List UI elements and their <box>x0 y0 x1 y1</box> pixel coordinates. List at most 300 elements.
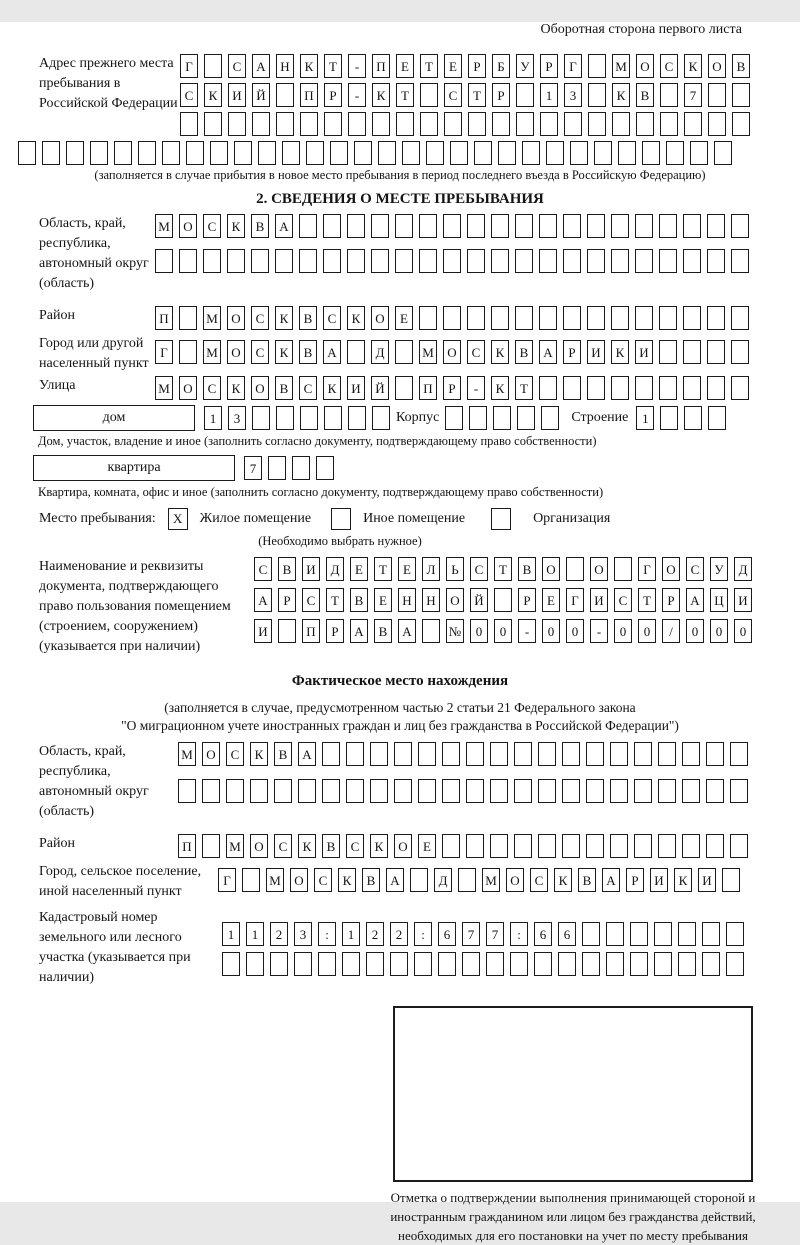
char-cell <box>322 779 340 803</box>
char-cell <box>443 306 461 330</box>
char-cell <box>371 249 389 273</box>
char-cell: 0 <box>470 619 488 643</box>
char-cell <box>462 952 480 976</box>
char-cell <box>658 834 676 858</box>
char-cell <box>138 141 156 165</box>
stay-option-other-checkbox <box>331 508 351 530</box>
char-cell <box>682 742 700 766</box>
char-cell <box>636 112 654 136</box>
stay-option-organization-checkbox <box>491 508 511 530</box>
char-cell: О <box>662 557 680 581</box>
char-cell: В <box>275 376 293 400</box>
char-cell: О <box>394 834 412 858</box>
char-cell: Т <box>324 54 342 78</box>
char-cell: Р <box>662 588 680 612</box>
char-cell <box>678 922 696 946</box>
char-cell <box>390 952 408 976</box>
district-label: Район <box>39 308 75 323</box>
char-cell: И <box>590 588 608 612</box>
char-cell <box>654 922 672 946</box>
char-cell <box>498 141 516 165</box>
actual-region-label: Область, край, республика, автономный округ (область) <box>39 744 149 819</box>
char-cell: О <box>227 340 245 364</box>
char-cell <box>347 340 365 364</box>
char-cell <box>546 141 564 165</box>
actual-location-note-2: "О миграционном учете иностранных граждан и лиц без гражданства в Российской Федерации") <box>121 718 679 733</box>
char-cell: П <box>419 376 437 400</box>
char-cell: В <box>636 83 654 107</box>
char-cell <box>222 952 240 976</box>
char-cell <box>562 742 580 766</box>
char-cell: Р <box>278 588 296 612</box>
char-cell <box>630 922 648 946</box>
char-cell <box>539 214 557 238</box>
char-cell <box>635 249 653 273</box>
char-cell <box>558 952 576 976</box>
char-cell <box>514 834 532 858</box>
stay-option-residential-label: Жилое помещение <box>199 511 312 526</box>
cadastre-row-1 <box>222 922 750 946</box>
char-cell <box>683 249 701 273</box>
char-cell <box>443 214 461 238</box>
char-cell: 1 <box>636 406 654 430</box>
char-cell: О <box>227 306 245 330</box>
char-cell <box>371 214 389 238</box>
char-cell <box>179 249 197 273</box>
char-cell <box>707 306 725 330</box>
char-cell <box>298 779 316 803</box>
char-cell <box>587 376 605 400</box>
region-label: Область, край, республика, автономный округ (область) <box>39 216 149 291</box>
char-cell <box>658 779 676 803</box>
char-cell: К <box>684 54 702 78</box>
char-cell: С <box>251 340 269 364</box>
char-cell <box>635 214 653 238</box>
char-cell <box>730 834 748 858</box>
korpus-label: Корпус <box>396 410 440 425</box>
char-cell <box>402 141 420 165</box>
char-cell <box>251 249 269 273</box>
char-cell <box>442 834 460 858</box>
char-cell: - <box>348 83 366 107</box>
char-cell <box>420 83 438 107</box>
char-cell <box>162 141 180 165</box>
char-cell: М <box>612 54 630 78</box>
char-cell <box>541 406 559 430</box>
char-cell <box>708 112 726 136</box>
char-cell: Л <box>422 557 440 581</box>
char-cell <box>666 141 684 165</box>
char-cell <box>659 340 677 364</box>
char-cell: : <box>318 922 336 946</box>
char-cell <box>227 249 245 273</box>
char-cell <box>467 306 485 330</box>
char-cell <box>90 141 108 165</box>
char-cell: О <box>202 742 220 766</box>
char-cell <box>683 214 701 238</box>
char-cell: 6 <box>558 922 576 946</box>
char-cell: Е <box>395 306 413 330</box>
char-cell: К <box>204 83 222 107</box>
stroenie-cells <box>636 406 732 430</box>
char-cell <box>323 214 341 238</box>
char-cell <box>466 779 484 803</box>
char-cell: О <box>636 54 654 78</box>
page-side-note: Оборотная сторона первого листа <box>540 22 742 37</box>
char-cell <box>658 742 676 766</box>
char-cell <box>442 742 460 766</box>
char-cell: А <box>254 588 272 612</box>
char-cell <box>570 141 588 165</box>
char-cell: М <box>155 214 173 238</box>
char-cell <box>538 779 556 803</box>
char-cell <box>346 742 364 766</box>
document-row-3 <box>254 619 758 643</box>
stay-place-label: Место пребывания: <box>39 511 156 526</box>
char-cell: О <box>290 868 308 892</box>
char-cell: Ь <box>446 557 464 581</box>
char-cell <box>706 742 724 766</box>
char-cell: Р <box>626 868 644 892</box>
section2-street-block <box>18 376 800 400</box>
char-cell <box>538 834 556 858</box>
char-cell: С <box>314 868 332 892</box>
char-cell: 0 <box>614 619 632 643</box>
char-cell: Б <box>492 54 510 78</box>
prev-address-row-1 <box>180 54 756 78</box>
char-cell: К <box>491 376 509 400</box>
house-note: Дом, участок, владение и иное (заполнить согласно документу, подтверждающему право собственности) <box>38 434 597 448</box>
char-cell: Й <box>470 588 488 612</box>
char-cell <box>515 306 533 330</box>
char-cell <box>370 779 388 803</box>
char-cell <box>582 922 600 946</box>
char-cell <box>730 742 748 766</box>
char-cell: И <box>347 376 365 400</box>
char-cell <box>659 306 677 330</box>
char-cell <box>274 779 292 803</box>
char-cell: Е <box>542 588 560 612</box>
char-cell <box>635 376 653 400</box>
char-cell: С <box>203 376 221 400</box>
char-cell <box>294 952 312 976</box>
char-cell: К <box>227 214 245 238</box>
char-cell: С <box>444 83 462 107</box>
char-cell <box>516 83 534 107</box>
char-cell: П <box>300 83 318 107</box>
char-cell: Р <box>324 83 342 107</box>
char-cell <box>706 834 724 858</box>
char-cell: 7 <box>462 922 480 946</box>
house-row <box>33 405 800 431</box>
char-cell <box>587 214 605 238</box>
char-cell: - <box>467 376 485 400</box>
char-cell: О <box>542 557 560 581</box>
char-cell: М <box>203 306 221 330</box>
char-cell: 0 <box>494 619 512 643</box>
char-cell: Т <box>515 376 533 400</box>
char-cell <box>522 141 540 165</box>
char-cell <box>324 112 342 136</box>
char-cell: Д <box>734 557 752 581</box>
char-cell <box>443 249 461 273</box>
char-cell <box>611 249 629 273</box>
char-cell <box>706 779 724 803</box>
char-cell <box>563 306 581 330</box>
char-cell <box>515 249 533 273</box>
char-cell: Е <box>398 557 416 581</box>
char-cell <box>414 952 432 976</box>
char-cell: 0 <box>734 619 752 643</box>
char-cell <box>510 952 528 976</box>
char-cell <box>732 83 750 107</box>
char-cell <box>348 406 366 430</box>
char-cell <box>564 112 582 136</box>
char-cell: С <box>180 83 198 107</box>
prev-address-note: (заполняется в случае прибытия в новое место пребывания в период последнего въезда в Российскую Федерацию) <box>94 168 706 182</box>
char-cell <box>714 141 732 165</box>
char-cell: Г <box>566 588 584 612</box>
document-block <box>18 557 800 657</box>
char-cell: К <box>370 834 388 858</box>
char-cell: С <box>274 834 292 858</box>
char-cell <box>683 340 701 364</box>
char-cell <box>370 742 388 766</box>
char-cell: 6 <box>438 922 456 946</box>
section2-city-block <box>18 334 800 374</box>
char-cell: С <box>251 306 269 330</box>
char-cell: Г <box>564 54 582 78</box>
char-cell <box>469 406 487 430</box>
char-cell: Р <box>563 340 581 364</box>
char-cell <box>318 952 336 976</box>
char-cell: Й <box>371 376 389 400</box>
char-cell <box>226 779 244 803</box>
char-cell <box>450 141 468 165</box>
char-cell: М <box>155 376 173 400</box>
char-cell: К <box>300 54 318 78</box>
char-cell: Д <box>326 557 344 581</box>
house-type-box: дом <box>33 405 195 431</box>
char-cell <box>586 742 604 766</box>
char-cell: С <box>614 588 632 612</box>
char-cell: Д <box>371 340 389 364</box>
char-cell: М <box>226 834 244 858</box>
char-cell: И <box>302 557 320 581</box>
char-cell <box>491 306 509 330</box>
char-cell <box>539 306 557 330</box>
char-cell: У <box>516 54 534 78</box>
char-cell <box>611 214 629 238</box>
char-cell <box>442 779 460 803</box>
street-row <box>155 376 755 400</box>
char-cell: А <box>602 868 620 892</box>
char-cell: С <box>228 54 246 78</box>
char-cell <box>731 340 749 364</box>
char-cell <box>276 112 294 136</box>
char-cell: Д <box>434 868 452 892</box>
char-cell: Р <box>326 619 344 643</box>
document-row-1 <box>254 557 758 581</box>
prev-address-block <box>18 54 800 136</box>
char-cell <box>610 834 628 858</box>
char-cell <box>539 376 557 400</box>
char-cell <box>515 214 533 238</box>
char-cell: С <box>686 557 704 581</box>
char-cell <box>730 779 748 803</box>
char-cell <box>394 742 412 766</box>
document-row-2 <box>254 588 758 612</box>
char-cell: С <box>530 868 548 892</box>
actual-region-block <box>18 742 800 822</box>
char-cell <box>299 214 317 238</box>
char-cell: В <box>299 340 317 364</box>
char-cell <box>276 406 294 430</box>
city-row <box>155 340 755 364</box>
char-cell <box>419 214 437 238</box>
char-cell <box>396 112 414 136</box>
char-cell <box>486 952 504 976</box>
char-cell <box>395 214 413 238</box>
char-cell <box>690 141 708 165</box>
char-cell: П <box>372 54 390 78</box>
char-cell: Н <box>422 588 440 612</box>
char-cell: Р <box>518 588 536 612</box>
actual-location-title: Фактическое место нахождения <box>291 673 509 689</box>
char-cell: В <box>251 214 269 238</box>
confirmation-stamp-caption: Отметка о подтверждении выполнения принимающей стороной и иностранным гражданином или лицом без гражданства действий, необходимых для его постановки на учет по месту пребывания <box>390 1190 756 1243</box>
char-cell <box>282 141 300 165</box>
stay-option-residential-checkbox: X <box>168 508 188 530</box>
char-cell <box>444 112 462 136</box>
char-cell: С <box>299 376 317 400</box>
char-cell <box>419 249 437 273</box>
char-cell <box>494 588 512 612</box>
char-cell: М <box>482 868 500 892</box>
char-cell: О <box>446 588 464 612</box>
char-cell <box>438 952 456 976</box>
char-cell: П <box>178 834 196 858</box>
char-cell <box>323 249 341 273</box>
char-cell: А <box>539 340 557 364</box>
char-cell <box>330 141 348 165</box>
char-cell: С <box>660 54 678 78</box>
char-cell: Й <box>252 83 270 107</box>
char-cell <box>708 83 726 107</box>
char-cell <box>202 834 220 858</box>
char-cell <box>563 376 581 400</box>
char-cell <box>683 306 701 330</box>
char-cell <box>586 779 604 803</box>
char-cell <box>466 742 484 766</box>
char-cell: Т <box>396 83 414 107</box>
char-cell: К <box>372 83 390 107</box>
char-cell <box>372 112 390 136</box>
char-cell: К <box>275 340 293 364</box>
char-cell <box>611 306 629 330</box>
char-cell <box>292 456 310 480</box>
char-cell <box>410 868 428 892</box>
char-cell: В <box>274 742 292 766</box>
char-cell <box>634 834 652 858</box>
char-cell: С <box>346 834 364 858</box>
char-cell: А <box>386 868 404 892</box>
char-cell <box>514 742 532 766</box>
char-cell <box>422 619 440 643</box>
char-cell: 1 <box>204 406 222 430</box>
char-cell <box>660 83 678 107</box>
char-cell: № <box>446 619 464 643</box>
char-cell <box>322 742 340 766</box>
char-cell: Г <box>180 54 198 78</box>
char-cell: Т <box>468 83 486 107</box>
char-cell: : <box>414 922 432 946</box>
char-cell <box>395 249 413 273</box>
char-cell <box>722 868 740 892</box>
char-cell: С <box>203 214 221 238</box>
char-cell <box>635 306 653 330</box>
actual-city-block <box>18 862 800 902</box>
char-cell <box>316 456 334 480</box>
char-cell: А <box>686 588 704 612</box>
char-cell: О <box>179 214 197 238</box>
char-cell <box>588 83 606 107</box>
char-cell <box>346 779 364 803</box>
char-cell <box>490 834 508 858</box>
char-cell: 7 <box>244 456 262 480</box>
char-cell <box>186 141 204 165</box>
char-cell <box>378 141 396 165</box>
char-cell: О <box>371 306 389 330</box>
char-cell <box>354 141 372 165</box>
char-cell: А <box>398 619 416 643</box>
char-cell: О <box>506 868 524 892</box>
char-cell: И <box>635 340 653 364</box>
char-cell <box>612 112 630 136</box>
char-cell: П <box>155 306 173 330</box>
char-cell <box>210 141 228 165</box>
char-cell: У <box>710 557 728 581</box>
char-cell: И <box>254 619 272 643</box>
char-cell <box>516 112 534 136</box>
char-cell: К <box>347 306 365 330</box>
char-cell: И <box>734 588 752 612</box>
char-cell <box>42 141 60 165</box>
char-cell <box>420 112 438 136</box>
char-cell <box>732 112 750 136</box>
prev-address-row-3 <box>180 112 756 136</box>
char-cell <box>300 112 318 136</box>
char-cell: К <box>323 376 341 400</box>
char-cell <box>324 406 342 430</box>
char-cell: 0 <box>566 619 584 643</box>
char-cell <box>203 249 221 273</box>
char-cell: К <box>491 340 509 364</box>
char-cell: И <box>650 868 668 892</box>
char-cell: О <box>443 340 461 364</box>
confirmation-stamp-box <box>393 1006 753 1182</box>
char-cell <box>445 406 463 430</box>
char-cell <box>731 249 749 273</box>
char-cell <box>642 141 660 165</box>
char-cell <box>347 249 365 273</box>
char-cell: Е <box>374 588 392 612</box>
char-cell <box>178 779 196 803</box>
char-cell <box>682 779 700 803</box>
char-cell: П <box>302 619 320 643</box>
char-cell: 3 <box>564 83 582 107</box>
actual-location-note-1: (заполняется в случае, предусмотренном частью 2 статьи 21 Федерального закона <box>164 700 636 715</box>
